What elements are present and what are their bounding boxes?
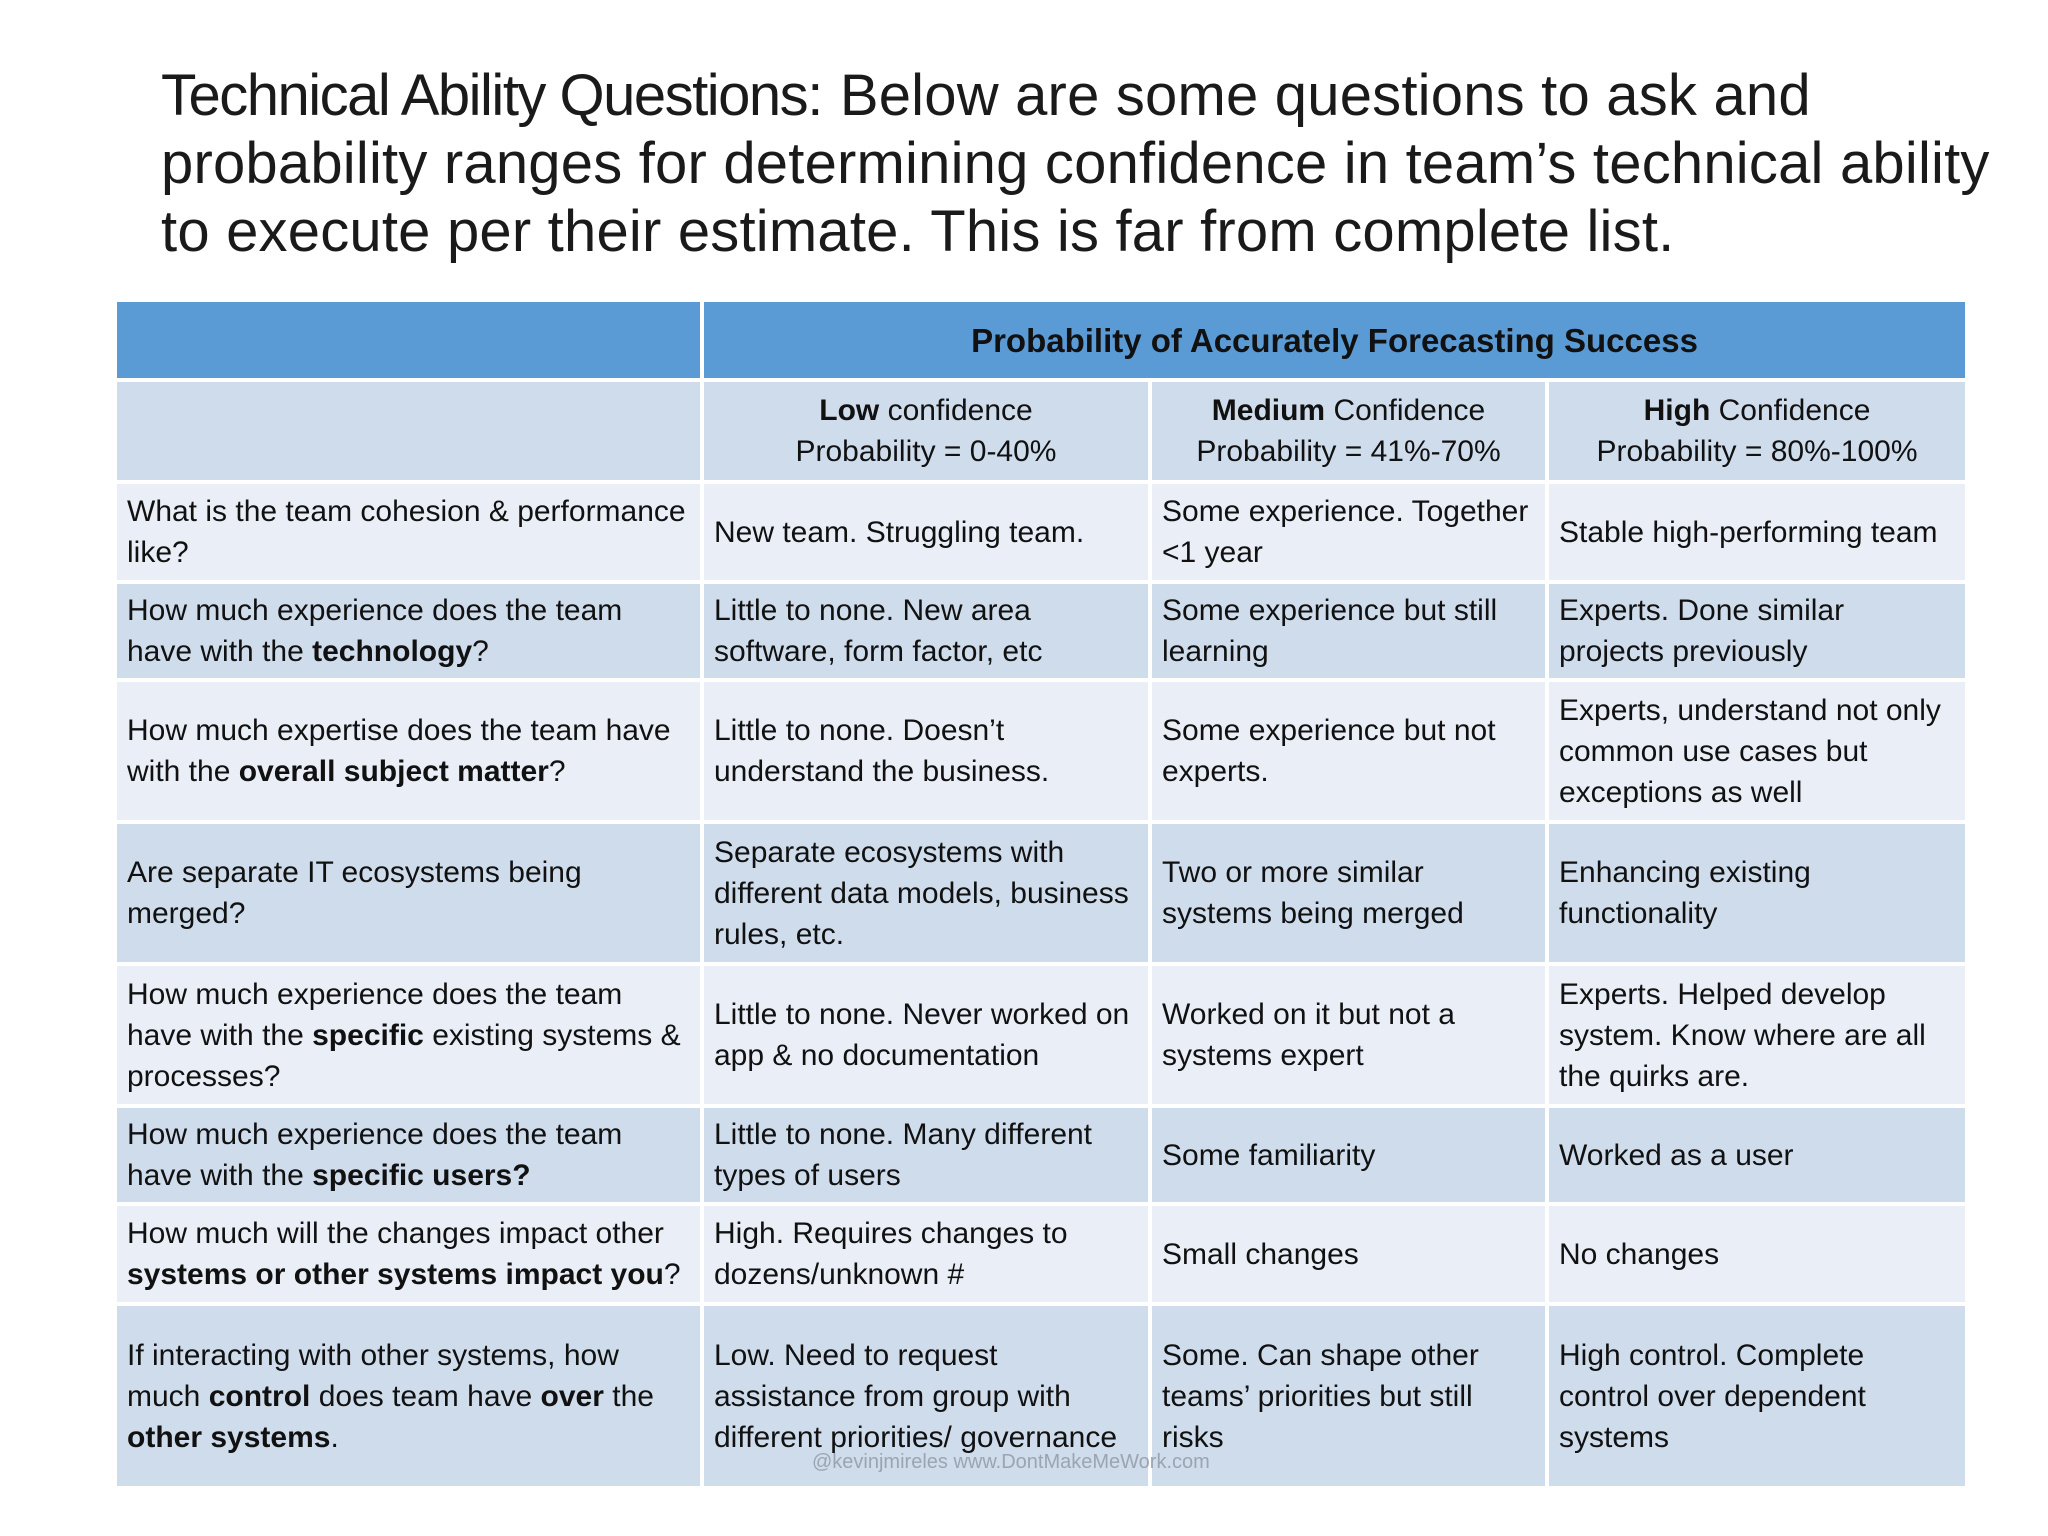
question-emphasis: specific xyxy=(312,1018,424,1052)
table-row xyxy=(115,482,1967,582)
question-text: does team have xyxy=(310,1379,541,1413)
question-emphasis: control xyxy=(208,1379,311,1413)
medium-confidence-header xyxy=(1150,380,1547,482)
high-confidence-cell: Enhancing existing functionality xyxy=(1547,822,1967,964)
medium-confidence-cell: Some experience but not experts. xyxy=(1150,680,1547,822)
low-confidence-header xyxy=(702,380,1150,482)
high-confidence-cell: Stable high-performing team xyxy=(1547,482,1967,582)
watermark: @kevinjmireles www.DontMakeMeWork.com xyxy=(812,1451,1210,1473)
table-header-title: Probability of Accurately Forecasting Success xyxy=(702,300,1967,380)
question-emphasis: overall subject matter xyxy=(238,755,549,788)
medium-confidence-cell: Worked on it but not a systems expert xyxy=(1150,964,1547,1106)
slide-title-rest: : Below are some questions to ask and probability ranges for determining confidence in team’s technical ability to execute per their estimate. This is far from complete list. xyxy=(161,63,1990,264)
question-cell xyxy=(115,482,702,582)
question-cell xyxy=(115,822,702,964)
question-text: . xyxy=(330,1420,339,1454)
question-text: How much expertise does the team have with the xyxy=(127,714,671,788)
question-text: How much experience does the team have with the xyxy=(127,1118,623,1192)
question-text: existing systems & processes? xyxy=(127,1018,681,1093)
low-confidence-cell: Little to none. Many different types of users xyxy=(702,1106,1150,1204)
question-text: If interacting with other systems, how much xyxy=(127,1338,619,1413)
low-level: Low xyxy=(819,394,880,427)
medium-confidence-cell: Small changes xyxy=(1150,1204,1547,1304)
medium-confidence-cell: Some experience but still learning xyxy=(1150,582,1547,680)
high-confidence-cell: Experts. Helped develop system. Know where are all the quirks are. xyxy=(1547,964,1967,1106)
table-row xyxy=(115,1204,1967,1304)
low-confidence-cell: Low. Need to request assistance from group with different priorities/ governance xyxy=(702,1304,1150,1488)
question-cell xyxy=(115,582,702,680)
high-confidence-header xyxy=(1547,380,1967,482)
table-row xyxy=(115,582,1967,680)
question-emphasis: specific users? xyxy=(312,1159,531,1192)
question-text: ? xyxy=(548,755,566,788)
question-emphasis: technology xyxy=(312,635,473,668)
high-confidence-cell: Experts, understand not only common use cases but exceptions as well xyxy=(1547,680,1967,822)
medium-level: Medium xyxy=(1211,394,1326,427)
question-text: ? xyxy=(663,1258,681,1291)
low-confidence-cell: High. Requires changes to dozens/unknown # xyxy=(702,1204,1150,1304)
question-emphasis: over xyxy=(540,1379,604,1413)
high-level: High xyxy=(1643,394,1711,427)
question-text: How much experience does the team have with the xyxy=(127,977,623,1052)
medium-confidence-cell: Some familiarity xyxy=(1150,1106,1547,1204)
table-row xyxy=(115,964,1967,1106)
question-text: How much experience does the team have with the xyxy=(127,594,623,668)
low-confidence-cell: Little to none. Never worked on app & no documentation xyxy=(702,964,1150,1106)
question-cell xyxy=(115,1106,702,1204)
subheader-blank-cell xyxy=(115,380,702,482)
question-text: What is the team cohesion & performance like? xyxy=(127,495,686,569)
high-confidence-cell: No changes xyxy=(1547,1204,1967,1304)
medium-confidence-cell: Some. Can shape other teams’ priorities but still risks xyxy=(1150,1304,1547,1488)
low-confidence-cell: Separate ecosystems with different data models, business rules, etc. xyxy=(702,822,1150,964)
question-cell xyxy=(115,680,702,822)
low-confidence-cell: Little to none. New area software, form factor, etc xyxy=(702,582,1150,680)
medium-range: Probability = 41%-70% xyxy=(1196,435,1501,468)
low-range: Probability = 0-40% xyxy=(795,435,1057,468)
high-confidence-cell: Experts. Done similar projects previously xyxy=(1547,582,1967,680)
question-cell xyxy=(115,964,702,1106)
question-emphasis: systems or other systems impact you xyxy=(127,1258,664,1291)
low-word: confidence xyxy=(879,394,1033,427)
table-row xyxy=(115,680,1967,822)
question-text: the xyxy=(603,1379,654,1413)
question-text: How much will the changes impact other xyxy=(127,1217,664,1250)
header-blank-cell xyxy=(115,300,702,380)
question-text: ? xyxy=(472,635,489,668)
confidence-level-row xyxy=(115,380,1967,482)
slide-title xyxy=(161,62,2021,266)
high-confidence-cell: Worked as a user xyxy=(1547,1106,1967,1204)
question-text: Are separate IT ecosystems being merged? xyxy=(127,856,582,930)
confidence-table xyxy=(113,298,1969,1490)
question-emphasis: other systems xyxy=(127,1420,331,1454)
question-cell xyxy=(115,1304,702,1488)
table-row xyxy=(115,822,1967,964)
medium-confidence-cell: Some experience. Together <1 year xyxy=(1150,482,1547,582)
medium-word: Confidence xyxy=(1325,394,1486,427)
high-confidence-cell: High control. Complete control over dependent systems xyxy=(1547,1304,1967,1488)
high-range: Probability = 80%-100% xyxy=(1596,435,1918,468)
table-header-row xyxy=(115,300,1967,380)
low-confidence-cell: Little to none. Doesn’t understand the business. xyxy=(702,680,1150,822)
low-confidence-cell: New team. Struggling team. xyxy=(702,482,1150,582)
high-word: Confidence xyxy=(1710,394,1871,427)
question-cell xyxy=(115,1204,702,1304)
slide-title-lead: Technical Ability Questions xyxy=(161,63,808,128)
medium-confidence-cell: Two or more similar systems being merged xyxy=(1150,822,1547,964)
table-row xyxy=(115,1106,1967,1204)
